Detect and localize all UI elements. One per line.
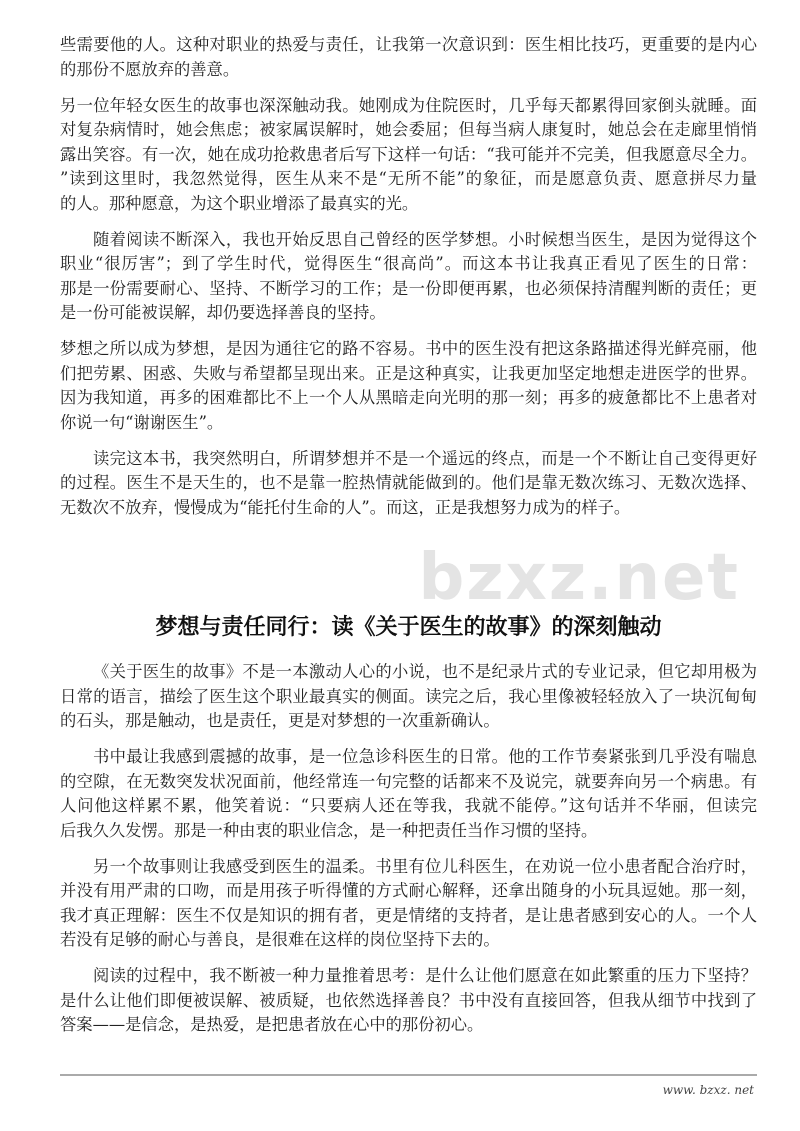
text-line: 阅读的过程中，我不断被一种力量推着思考：是什么让他们愿意在如此繁重的压力下坚持？	[93, 966, 757, 985]
text-line: 随着阅读不断深入，我也开始反思自己曾经的医学梦想。小时候想当医生，是因为觉得这个	[93, 229, 757, 249]
document-page	[60, 33, 757, 1049]
watermark-logo: bzxz.net	[418, 541, 740, 615]
text-line: ”读到这里时，我忽然觉得，医生从来不是“无所不能”的象征，而是愿意负责、愿意拼尽力量	[60, 169, 757, 188]
text-line: 人问他这样累不累，他笑着说：“只要病人还在等我，我就不能停。”这句话并不华丽，但读完	[60, 796, 757, 815]
text-line: 的那份不愿放弃的善意。	[60, 59, 240, 79]
text-line: 无数次不放弃，慢慢成为“能托付生命的人”。而这，正是我想努力成为的样子。	[60, 497, 631, 517]
text-line: 《关于医生的故事》不是一本激动人心的小说，也不是纪录片式的专业记录，但它却用极为	[93, 662, 757, 681]
text-line: 的人。那种愿意，为这个职业增添了最真实的光。	[60, 193, 419, 213]
text-line: 你说一句“谢谢医生”。	[60, 412, 224, 432]
footer-url: www. bzxz. net	[662, 1083, 754, 1097]
text-line: 职业“很厉害”；到了学生时代，觉得医生“很高尚”。而这本书让我真正看见了医生的日常：	[60, 254, 757, 273]
paragraph	[60, 337, 757, 435]
text-line: 那是一份需要耐心、坚持、不断学习的工作；是一份即便再累，也必须保持清醒判断的责任；更	[60, 278, 757, 298]
essay-title: 梦想与责任同行：读《关于医生的故事》的深刻触动	[155, 615, 662, 640]
text-line: 的过程。医生不是天生的，也不是靠一腔热情就能做到的。他们是靠无数次练习、无数次选择、	[60, 473, 757, 492]
text-line: 日常的语言，描绘了医生这个职业最真实的侧面。读完之后，我心里像被轻轻放入了一块沉甸甸	[60, 686, 757, 706]
text-line: 们把劳累、困惑、失败与希望都呈现出来。正是这种真实，让我更加坚定地想走进医学的世界。	[60, 363, 757, 383]
text-line: 另一位年轻女医生的故事也深深触动我。她刚成为住院医时，几乎每天都累得回家倒头就睡。面	[60, 95, 757, 115]
paragraph	[60, 94, 757, 217]
text-line: 并没有用严肃的口吻，而是用孩子听得懂的方式耐心解释，还拿出随身的小玩具逗她。那一刻，	[60, 881, 757, 900]
paragraph	[60, 447, 757, 521]
footer-divider	[60, 1074, 757, 1076]
text-line: 书中最让我感到震撼的故事，是一位急诊科医生的日常。他的工作节奏紧张到几乎没有喘息	[93, 747, 757, 766]
text-line: 梦想之所以成为梦想，是因为通往它的路不容易。书中的医生没有把这条路描述得光鲜亮丽，他	[60, 339, 757, 358]
text-line: 我才真正理解：医生不仅是知识的拥有者，更是情绪的支持者，是让患者感到安心的人。一个人	[60, 905, 757, 925]
text-line: 因为我知道，再多的困难都比不上一个人从黑暗走向光明的那一刻；再多的疲惫都比不上患者对	[60, 388, 757, 407]
text-line: 的空隙，在无数突发状况面前，他经常连一句完整的话都来不及说完，就要奔向另一个病患。有	[60, 771, 757, 791]
text-line: 答案——是信念，是热爱，是把患者放在心中的那份初心。	[60, 1015, 484, 1034]
text-line: 后我久久发愣。那是一种由衷的职业信念，是一种把责任当作习惯的坚持。	[60, 820, 598, 840]
text-line: 若没有足够的耐心与善良，是很难在这样的岗位坚持下去的。	[60, 930, 500, 949]
text-line: 对复杂病情时，她会焦虑；被家属误解时，她会委屈；但每当病人康复时，她总会在走廊里悄悄	[60, 120, 757, 139]
essay-section-2	[60, 660, 757, 1038]
paragraph	[60, 855, 757, 953]
paragraph	[60, 964, 757, 1038]
essay-section-1	[60, 33, 757, 520]
paragraph	[60, 228, 757, 326]
text-line: 另一个故事则让我感受到医生的温柔。书里有位儿科医生，在劝说一位小患者配合治疗时，	[93, 856, 757, 876]
paragraph	[60, 745, 757, 843]
text-line: 是一份可能被误解，却仍要选择善良的坚持。	[60, 303, 386, 322]
paragraph	[60, 660, 757, 734]
text-line: 读完这本书，我突然明白，所谓梦想并不是一个遥远的终点，而是一个不断让自己变得更好	[93, 448, 757, 468]
text-line: 的石头，那是触动，也是责任，更是对梦想的一次重新确认。	[60, 711, 500, 730]
text-line: 些需要他的人。这种对职业的热爱与责任，让我第一次意识到：医生相比技巧，更重要的是内心	[60, 35, 757, 54]
paragraph	[60, 33, 757, 82]
text-line: 露出笑容。有一次，她在成功抢救患者后写下这样一句话：“我可能并不完美，但我愿意尽全力。	[60, 144, 757, 164]
text-line: 是什么让他们即便被误解、被质疑，也依然选择善良？书中没有直接回答，但我从细节中找到了	[60, 990, 757, 1010]
